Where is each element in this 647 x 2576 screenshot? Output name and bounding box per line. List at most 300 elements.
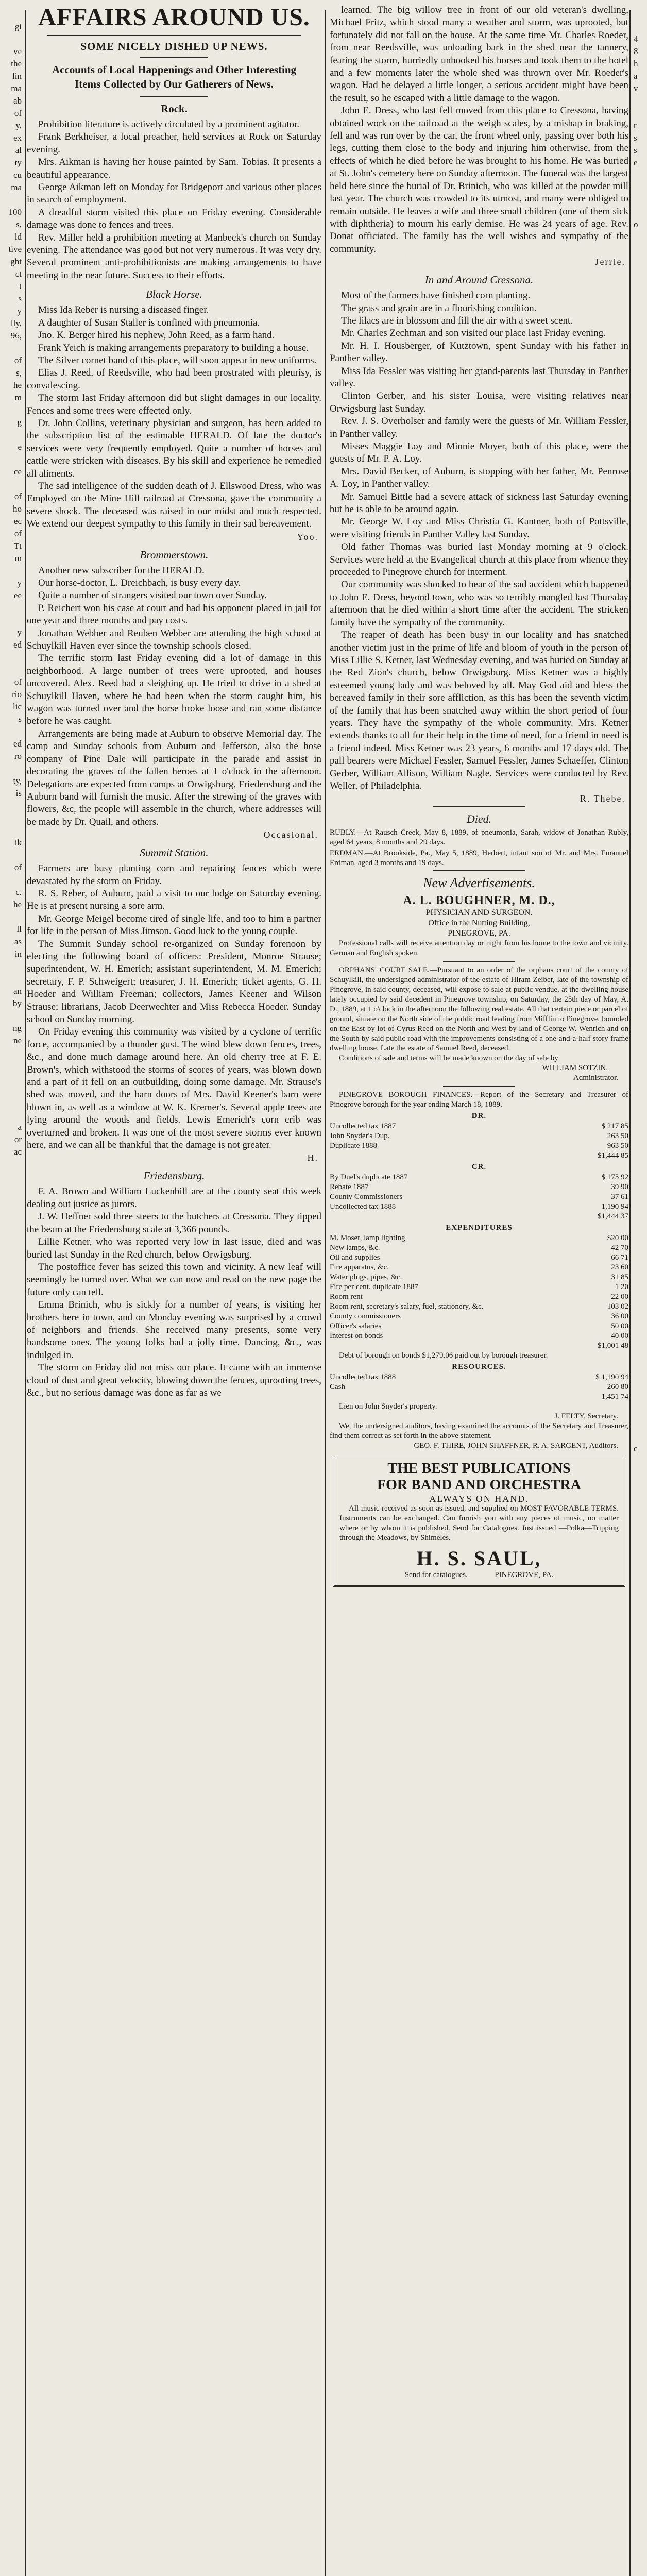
strip-fragment	[0, 614, 24, 626]
ledger-item: Room rent, secretary's salary, fuel, stationery, &c.	[330, 1302, 484, 1311]
ledger-credit-rows	[330, 1173, 628, 1222]
ledger-row	[330, 1122, 628, 1131]
strip-fragment: s	[18, 714, 22, 724]
ledger-row	[330, 1212, 628, 1222]
strip-fragment: ik	[14, 838, 22, 848]
strip-fragment	[0, 973, 24, 985]
strip-fragment: e	[634, 158, 638, 167]
ledger-item: M. Moser, lamp lighting	[330, 1234, 405, 1243]
strip-fragment	[632, 997, 647, 1010]
ad-physician-town: PINEGROVE, PA.	[448, 929, 510, 938]
ledger-amount: 36 00	[611, 1312, 628, 1321]
ledger-amount: $ 175 92	[601, 1173, 628, 1182]
strip-fragment	[632, 824, 647, 837]
section-body-summit-station	[27, 862, 321, 1151]
ledger-row	[330, 1392, 628, 1402]
strip-fragment: he	[13, 380, 22, 390]
ledger-item: Uncollected tax 1888	[330, 1202, 396, 1211]
ledger-amount: $ 217 85	[601, 1122, 628, 1131]
strip-fragment: of	[14, 677, 22, 687]
masthead-title: AFFAIRS AROUND US.	[38, 4, 310, 31]
strip-fragment: ty,	[13, 776, 22, 786]
strip-fragment: lic	[13, 702, 22, 711]
paragraph: On Friday evening this community was visited by a cyclone of terrific force, accompanied by a thunder gust. The wind blew down fences, trees, &c., and done much damage around here. An old cherry tree at F. E. Brown's, which withstood the storms of scores of years, was blown down and a part of it fell on an outbuilding, doing some damage. Mr. Strause's shed was moved, and the barn doors of Mrs. David Keener's barn were blown in, as well as a window at W. K. Kremer's. Several apple trees are lying around the woods and fields. Lewis Emerich's corn crib was overturned and broken. It was one of the most severe storms ever known here, and we can all be thankful that the damage is not greater.	[27, 1026, 321, 1151]
strip-fragment	[632, 540, 647, 552]
strip-fragment: ld	[14, 232, 22, 242]
strip-fragment	[0, 1084, 24, 1096]
strip-fragment: a	[18, 1122, 22, 1132]
paragraph: The reaper of death has been busy in our locality and has snatched another victim just in the prime of life and bloom of youth in the person of Miss Lillie S. Ketner, last Wednesday evening, and was buried on Sunday at the Red Zion's church, below Orwigsburg. Miss Ketner was a highly esteemed young lady and was beloved by all. May God aid and bless the bereaved family in their sore affliction, as this has been the seventh victim of the family that has been snatched away within the short period of four years. They have the sympathy of the whole community. Mrs. Ketner extends thanks to all for their help in the time of need, for a friend in need is a friend indeed. Miss Ketner was 23 years, 6 months and 17 days old. The pall bearers were Michael Fessler, Samuel Fessler, James Schaeffer, Clinton Gerber, William Allison, William Nagle. Services were conducted by Rev. Weller, of Philadelphia.	[330, 630, 628, 791]
strip-fragment	[0, 1183, 24, 1195]
ledger-amount: 37 61	[611, 1193, 628, 1201]
ad-publications-footer: Send for catalogues. PINEGROVE, PA.	[404, 1571, 554, 1580]
ledger-amount: 1 20	[615, 1283, 628, 1292]
strip-fragment	[632, 899, 647, 911]
strip-fragment	[632, 651, 647, 664]
strip-fragment: e	[18, 442, 22, 452]
strip-fragment: Tt	[13, 541, 22, 551]
strip-fragment	[632, 614, 647, 626]
strip-fragment: ec	[13, 516, 22, 526]
ledger-heading: RESOURCES.	[452, 1363, 506, 1371]
strip-fragment	[632, 107, 647, 120]
ledger-item: Fire apparatus, &c.	[330, 1263, 389, 1272]
paragraph: Frank Yeich is making arrangements preparatory to building a house.	[38, 342, 309, 353]
strip-fragment	[632, 317, 647, 330]
divider	[433, 870, 525, 871]
strip-fragment	[0, 664, 24, 676]
strip-fragment: by	[13, 998, 22, 1008]
strip-fragment	[632, 256, 647, 268]
strip-fragment: tive	[8, 244, 22, 254]
strip-fragment	[632, 404, 647, 416]
strip-fragment: y	[17, 578, 22, 588]
strip-fragment: ed	[13, 640, 22, 650]
strip-fragment: lin	[12, 71, 22, 81]
ledger-item: Fire per cent. duplicate 1887	[330, 1283, 419, 1292]
strip-fragment	[632, 1195, 647, 1208]
strip-fragment	[632, 181, 647, 194]
strip-fragment	[632, 936, 647, 948]
paragraph: Our community was shocked to hear of the sad accident which happened to John E. Dress, beyond town, who was so terribly mangled last Thursday afternoon that he died within a short time after the accident. The stricken family have the sympathy of the community.	[330, 579, 628, 628]
strip-fragment	[632, 1344, 647, 1356]
strip-fragment	[0, 478, 24, 490]
strip-fragment	[632, 95, 647, 107]
strip-fragment	[0, 453, 24, 466]
ledger-row	[330, 1151, 628, 1161]
ad-publications-line3: ALWAYS ON HAND.	[429, 1494, 529, 1504]
ledger-expenditure-rows	[330, 1233, 628, 1351]
strip-fragment: ac	[13, 1147, 22, 1157]
strip-fragment	[632, 1319, 647, 1331]
paragraph: Farmers are busy planting corn and repairing fences which were devastated by the storm on Friday.	[27, 863, 321, 887]
strip-fragment	[632, 725, 647, 738]
strip-fragment	[632, 1331, 647, 1344]
strip-fragment	[632, 1418, 647, 1430]
paragraph: learned. The big willow tree in front of our old veteran's dwelling, Michael Fritz, which stood many a weather and storm, was uprooted, but fortunately did not fall on the house. At the same time Mr. Charles Roeder, from near Reedsville, was unloading bark in the shed near the tannery, fearing the storm, hurriedly unhooked his horses and took them to the hotel and a few moments later the whole shed was thrown over Mr. Roeder's wagon. Had he delayed a little longer, a serious accident might have been the result, so he escaped with a little damage to the wagon.	[330, 5, 628, 104]
paragraph: Rev. Miller held a prohibition meeting at Manbeck's church on Sunday evening. The attendance was good but not very numerous. It was very dry. Several prominent anti-prohibitionists are making arrangements to have meeting in the near future. Success to their efforts.	[27, 232, 321, 281]
column-two	[330, 0, 628, 1587]
paragraph: The postoffice fever has seized this town and vicinity. A new leaf will seemingly be turned over. What we can now and read on the new page the future only can tell.	[27, 1261, 321, 1298]
strip-fragment: ct	[15, 269, 22, 279]
strip-fragment	[0, 1072, 24, 1084]
strip-fragment	[632, 1467, 647, 1480]
ledger-row	[330, 1253, 628, 1263]
paragraph: The Silver cornet band of this place, will soon appear in new uniforms.	[38, 354, 317, 366]
correspondent-signature: Jerrie.	[595, 257, 625, 267]
strip-fragment	[632, 441, 647, 453]
paragraph: Mr. George W. Loy and Miss Christia G. Kantner, both of Pottsville, were visiting friends in Panther Valley last Sunday.	[330, 516, 628, 540]
strip-fragment	[632, 1183, 647, 1195]
strip-fragment	[632, 1171, 647, 1183]
strip-fragment	[632, 837, 647, 849]
strip-fragment	[632, 1368, 647, 1381]
strip-fragment	[632, 367, 647, 379]
strip-fragment	[632, 1294, 647, 1307]
strip-fragment	[632, 577, 647, 589]
strip-fragment	[632, 874, 647, 886]
strip-fragment: 100	[8, 207, 22, 217]
paragraph: Jonathan Webber and Reuben Webber are attending the high school at Schuylkill Haven ever since the township schools closed.	[27, 628, 321, 652]
ledger-amount: $ 1,190 94	[595, 1373, 628, 1382]
paragraph: The Summit Sunday school re-organized on Sunday forenoon by electing the following board of officers: President, Monroe Strause; superintendent, W. H. Emerich; assistant superintendent, M. M. Emerich; secretary, F. P. Schweigert; treasurer, J. H. Emerich; ticket agents, G. H. Hoeder and William Freeman; collectors, James Keener and Wilson Strause; librarians, Jacob Deerwechter and Miss Rebecca Hoeder. Sunday school on Sunday morning.	[27, 938, 321, 1025]
paragraph: Frank Berkheiser, a local preacher, held services at Rock on Saturday evening.	[27, 131, 321, 155]
paragraph: Elias J. Reed, of Reedsville, who had been prostrated with pleurisy, is convalescing.	[27, 367, 321, 391]
strip-fragment	[632, 1109, 647, 1121]
strip-fragment	[0, 651, 24, 664]
ledger-heading: EXPENDITURES	[446, 1224, 513, 1232]
borough-title: PINEGROVE BOROUGH FINANCES.—Report of the Secretary and Treasurer of Pinegrove borough for the year ending March 18, 1889.	[330, 1091, 628, 1109]
strip-fragment	[632, 800, 647, 812]
ledger-item: Duplicate 1888	[330, 1142, 378, 1150]
column-rule-left	[25, 10, 26, 2576]
ledger-row	[330, 1202, 628, 1212]
strip-fragment	[632, 849, 647, 861]
strip-fragment: gi	[14, 22, 22, 31]
ad-publications-line1: THE BEST PUBLICATIONS	[387, 1461, 571, 1477]
orphans-court-signer-title: Administrator.	[573, 1074, 618, 1082]
strip-fragment: ty	[14, 158, 22, 167]
section-heading-friedensburg: Friedensburg.	[143, 1170, 205, 1182]
section-body-friedensburg	[27, 1185, 321, 1399]
strip-fragment	[0, 194, 24, 206]
ledger-item: New lamps, &c.	[330, 1244, 380, 1252]
strip-fragment: h	[634, 59, 638, 69]
section-heading-brommerstown: Brommerstown.	[140, 548, 209, 561]
ledger-amount: 39 90	[611, 1183, 628, 1192]
strip-fragment: 96,	[10, 331, 22, 341]
ledger-row	[330, 1263, 628, 1273]
paragraph: Mr. Samuel Bittle had a severe attack of sickness last Saturday evening but he is able to be around again.	[330, 491, 628, 515]
strip-fragment	[632, 762, 647, 775]
ledger-row	[330, 1321, 628, 1331]
strip-fragment	[632, 21, 647, 33]
strip-fragment: or	[14, 1134, 22, 1144]
strip-fragment	[632, 1158, 647, 1171]
strip-fragment	[0, 824, 24, 837]
section-heading-died: Died.	[466, 812, 492, 826]
paragraph: Prohibition literature is actively circulated by a prominent agitator.	[38, 119, 300, 130]
paragraph: Old father Thomas was buried last Monday morning at 9 o'clock. Services were held at the Evangelical church at this place from whence they proceeded to Pinegrove church for interment.	[330, 541, 628, 578]
strip-fragment	[0, 33, 24, 45]
strip-fragment: c.	[15, 887, 22, 897]
column-rule-center	[325, 10, 326, 2576]
ledger-amount: 260 80	[607, 1383, 628, 1392]
ledger-row	[330, 1372, 628, 1382]
strip-fragment: al	[15, 145, 22, 155]
paragraph: John E. Dress, who last fell moved from this place to Cressona, having obtained work on the railroad at the weigh scales, by a mishap in braking, fell and was run over by the car, the front wheel only, passing over both his legs, cutting them close to the body and injuring him otherwise, from the effects of which he died before he was brought to his home. He was buried at St. John's cemetery here on Sunday afternoon. The funeral was the largest held here since the burial of Dr. Brinich, who was killed at the powder mill last year. The church was crowded to its utmost, and many were obliged to remain outside. He leaves a wife and three small children (one of them sick with diphtheria) to mourn his early demise. He was 24 years of age. Rev. Donat officiated. The family has the well wishes and sympathy of the community.	[330, 105, 628, 255]
strip-fragment: cu	[13, 170, 22, 180]
ledger-row	[330, 1341, 628, 1351]
strip-fragment	[632, 1405, 647, 1418]
ledger-amount: 963 50	[607, 1142, 628, 1150]
ad-physician	[330, 894, 628, 958]
ledger-item: Rebate 1887	[330, 1183, 369, 1192]
ledger-amount: 66 71	[611, 1253, 628, 1262]
paragraph: Emma Brinich, who is sickly for a number of years, is visiting her brothers here in town, and on Monday evening was surprised by a crowd of neighbors and friends. She received many presents, some very handsome ones. The young folks had a jolly time. Dancing, &c., was indulged in.	[27, 1299, 321, 1361]
paragraph: Mrs. Aikman is having her house painted by Sam. Tobias. It presents a beautiful appearance.	[27, 157, 321, 180]
strip-fragment	[632, 750, 647, 762]
divider	[140, 57, 208, 58]
strip-fragment	[632, 305, 647, 317]
strip-fragment	[632, 626, 647, 639]
strip-fragment: ed	[13, 739, 22, 749]
strip-fragment	[0, 1010, 24, 1022]
section-heading-rock: Rock.	[161, 103, 188, 115]
paragraph: Miss Ida Reber is nursing a diseased finger.	[38, 304, 209, 316]
strip-fragment	[632, 1455, 647, 1467]
strip-fragment	[632, 1220, 647, 1232]
strip-fragment	[0, 404, 24, 416]
strip-fragment	[632, 923, 647, 936]
correspondent-signature: H.	[307, 1153, 318, 1163]
strip-fragment	[632, 589, 647, 602]
ledger-amount: 1,190 94	[601, 1202, 628, 1211]
ad-borough-finances	[330, 1090, 628, 1451]
paragraph: Mr. George Meigel become tired of single life, and too to him a partner for life in the person of Miss Jimson. Good luck to the young couple.	[27, 913, 321, 937]
ledger-amount: 23 60	[611, 1263, 628, 1272]
strip-fragment	[632, 206, 647, 218]
strip-fragment	[632, 515, 647, 528]
ledger-item: Cash	[330, 1383, 345, 1392]
strip-fragment	[632, 1059, 647, 1072]
ledger-item: By Duel's duplicate 1887	[330, 1173, 408, 1182]
paragraph: The lilacs are in blossom and fill the air with a sweet scent.	[341, 315, 573, 326]
strip-fragment	[632, 602, 647, 614]
strip-fragment	[632, 379, 647, 392]
strip-fragment	[0, 1195, 24, 1208]
left-column-cutoff-strip	[0, 21, 24, 2576]
section-heading-black-horse: Black Horse.	[146, 288, 202, 301]
strip-fragment	[632, 948, 647, 960]
strip-fragment: ve	[13, 46, 22, 56]
strip-fragment: he	[13, 900, 22, 909]
ledger-row	[330, 1331, 628, 1341]
strip-fragment	[0, 429, 24, 441]
divider	[443, 1086, 515, 1087]
ad-physician-body: Professional calls will receive attention day or night from his home to the town and vicinity. German and English spoken.	[330, 939, 628, 958]
ledger-heading: DR.	[471, 1112, 487, 1121]
paragraph: Jno. K. Berger hired his nephew, John Reed, as a farm hand.	[38, 330, 275, 341]
paragraph: Rev. J. S. Overholser and family were the guests of Mr. William Fessler, in Panther valley.	[330, 416, 628, 439]
ad-physician-title: PHYSICIAN AND SURGEON.	[425, 908, 533, 918]
ledger-item: Room rent	[330, 1293, 363, 1301]
ledger-amount: 103 02	[607, 1302, 628, 1311]
strip-fragment	[632, 416, 647, 429]
strip-fragment	[632, 1430, 647, 1443]
strip-fragment	[0, 812, 24, 824]
strip-fragment	[0, 342, 24, 354]
divider	[443, 961, 515, 962]
strip-fragment	[632, 787, 647, 800]
strip-fragment	[0, 849, 24, 861]
strip-fragment	[632, 1393, 647, 1405]
strip-fragment	[632, 1381, 647, 1393]
ad-physician-name: A. L. BOUGHNER, M. D.,	[403, 894, 555, 908]
strip-fragment	[632, 293, 647, 305]
strip-fragment	[632, 688, 647, 701]
strip-fragment: y	[17, 306, 22, 316]
paragraph: Most of the farmers have finished corn planting.	[341, 290, 531, 301]
ledger-item: Uncollected tax 1888	[330, 1373, 396, 1382]
paragraph: R. S. Reber, of Auburn, paid a visit to our lodge on Saturday evening. He is at present nursing a sore arm.	[27, 888, 321, 912]
strip-fragment	[632, 354, 647, 367]
strip-fragment	[632, 490, 647, 503]
ledger-row	[330, 1182, 628, 1192]
paragraph: Misses Maggie Loy and Minnie Moyer, both of this place, were the guests of Mr. P. A. Loy.	[330, 441, 628, 465]
strip-fragment	[0, 960, 24, 973]
strip-fragment	[0, 911, 24, 923]
strip-fragment: o	[634, 219, 638, 229]
column-one	[27, 0, 321, 1399]
strip-fragment	[632, 812, 647, 824]
strip-fragment: as	[14, 937, 22, 946]
strip-fragment: 8	[634, 46, 638, 56]
divider	[140, 96, 208, 97]
ledger-item: Officer's salaries	[330, 1322, 382, 1331]
strip-fragment: ab	[13, 96, 22, 106]
column-rule-right	[629, 10, 631, 2576]
ledger-item: John Snyder's Dup.	[330, 1132, 390, 1141]
strip-fragment: g	[17, 417, 22, 427]
section-body-black-horse	[27, 304, 321, 530]
strip-fragment	[632, 1010, 647, 1022]
strip-fragment	[632, 169, 647, 181]
strip-fragment	[632, 1121, 647, 1133]
strip-fragment	[632, 565, 647, 577]
divider	[433, 806, 525, 807]
ledger-row	[330, 1302, 628, 1312]
ledger-row	[330, 1243, 628, 1253]
strip-fragment: a	[634, 71, 638, 81]
orphans-court-terms: Conditions of sale and terms will be made known on the day of sale by	[339, 1054, 558, 1063]
strip-fragment: s	[18, 294, 22, 303]
strip-fragment	[632, 1257, 647, 1269]
ledger-row	[330, 1282, 628, 1292]
strip-fragment	[632, 1133, 647, 1146]
ledger-amount: 50 00	[611, 1322, 628, 1331]
ledger-amount: $20 00	[607, 1234, 628, 1243]
paragraph: Miss Ida Fessler was visiting her grand-parents last Thursday in Panther valley.	[330, 365, 628, 389]
strip-fragment	[0, 725, 24, 738]
ledger-resources-rows	[330, 1372, 628, 1402]
paragraph: J. W. Heffner sold three steers to the butchers at Cressona. They tipped the beam at the Friedensburg scale at 3,366 pounds.	[27, 1211, 321, 1235]
strip-fragment	[632, 1307, 647, 1319]
strip-fragment	[632, 453, 647, 466]
ledger-item: Uncollected tax 1887	[330, 1122, 396, 1131]
ledger-row	[330, 1233, 628, 1243]
strip-fragment	[632, 392, 647, 404]
ledger-debit-rows	[330, 1122, 628, 1161]
section-body-rock	[27, 118, 321, 282]
borough-lien: Lien on John Snyder's property.	[339, 1402, 437, 1411]
ledger-row	[330, 1382, 628, 1392]
strip-fragment	[632, 738, 647, 750]
strip-fragment: ro	[14, 751, 22, 761]
strip-fragment	[632, 701, 647, 713]
strip-fragment	[632, 342, 647, 354]
ad-physician-office: Office in the Nutting Building,	[428, 919, 530, 928]
strip-fragment	[632, 1232, 647, 1245]
paragraph: Arrangements are being made at Auburn to observe Memorial day. The camp and Sunday schools from Auburn and Jefferson, also the hose company of Pine Dale will participate in the parade and assist in decorating the graves of the fallen heroes at 1 o'clock in the afternoon. Delegations are expected from camps at Orwigsburg, Friedensburg and the Auburn band will furnish the music. After the strewing of the graves with flowers, &c, the people will assemble in the church, where addresses will be made by Dr. Quail, and others.	[27, 728, 321, 827]
paragraph: Our horse-doctor, L. Dreichbach, is busy every day.	[38, 578, 241, 588]
ledger-row	[330, 1141, 628, 1151]
ledger-amount: 1,451 74	[601, 1393, 628, 1401]
strip-fragment	[632, 1146, 647, 1158]
paragraph: Mr. Charles Zechman and son visited our place last Friday evening.	[341, 328, 606, 339]
right-column-cutoff-strip	[632, 21, 647, 2576]
ledger-row	[330, 1312, 628, 1321]
borough-audit: We, the undersigned auditors, having examined the accounts of the Secretary and Treasurer, find them correct as set forth in the above statement.	[330, 1422, 628, 1440]
ledger-item: County commissioners	[330, 1312, 401, 1321]
ledger-row	[330, 1273, 628, 1282]
strip-fragment: r	[634, 121, 637, 130]
strip-fragment	[632, 676, 647, 688]
deck-headline: SOME NICELY DISHED UP NEWS.	[80, 40, 268, 53]
paragraph: The terrific storm last Friday evening did a lot of damage in this neighborhood. A large number of trees were uprooted, and houses uncovered. Alex. Reed had a sleighing up. He tried to drive in a shed at Schuylkill Haven, where he had been when the storm caught him, his wagon was turned over and the horse broke loose and ran some distance before he was caught.	[27, 653, 321, 727]
strip-fragment	[632, 973, 647, 985]
paragraph: F. A. Brown and William Luckenbill are at the county seat this week dealing out justice as jurors.	[27, 1186, 321, 1210]
ad-publications-line2: FOR BAND AND ORCHESTRA	[377, 1477, 581, 1494]
ledger-row	[330, 1192, 628, 1202]
borough-auditors: GEO. F. THIRE, JOHN SHAFFNER, R. A. SARGENT, Auditors.	[414, 1442, 618, 1450]
strip-fragment	[632, 1096, 647, 1109]
ad-publications-body: All music received as soon as issued, and supplied on MOST FAVORABLE TERMS. Instruments can be exchanged. Can furnish you with any pieces of music, no matter where or by whom it is published. Send for Catalogues. Just issued —Polka—Tripping through the Meadows, by Shimeles.	[339, 1504, 619, 1543]
strip-fragment	[0, 602, 24, 614]
strip-fragment	[0, 1109, 24, 1121]
paragraph: Quite a number of strangers visited our town over Sunday.	[38, 590, 267, 601]
section-body-cressona	[330, 290, 628, 792]
strip-fragment: c	[634, 1444, 638, 1453]
ad-publications	[333, 1455, 625, 1587]
strip-fragment	[0, 1059, 24, 1072]
strip-fragment	[632, 886, 647, 899]
paragraph: Mr. H. I. Housberger, of Kutztown, spent Sunday with his father in Panther valley.	[330, 340, 628, 364]
strip-fragment	[632, 1208, 647, 1220]
strip-fragment	[632, 478, 647, 490]
strip-fragment	[632, 503, 647, 515]
section-body-brommerstown	[27, 565, 321, 829]
strip-fragment	[632, 1245, 647, 1257]
strip-fragment: ce	[13, 467, 22, 477]
strip-fragment	[632, 231, 647, 243]
paragraph: A dreadful storm visited this place on Friday evening. Considerable damage was done to fences and trees.	[27, 207, 321, 231]
paragraph: The storm last Friday afternoon did but slight damages in our locality. Fences and some trees were effected only.	[27, 393, 321, 416]
strip-fragment	[632, 194, 647, 206]
orphans-court-text: ORPHANS' COURT SALE.—Pursuant to an order of the orphans court of the county of Schuylkill, the undersigned administrator of the estate of Hiram Zeiber, late of the township of Pinegrove, in said county, deceased, will expose to sale at public vendue, at the dwelling house lately occupied by said decedent in Pinegrove township, on Saturday, the 25th day of May, A. D., 1889, at 1 o'clock in the afternoon the following real estate. All that certain piece or parcel of ground, situate on the North side of the public road leading from Mifflin to Pinegrove, bounded on the East by lot of Cyrus Reed on the North and West by land of George W. Wenrich and on the South by said public road with the improvements consisting of a one-and-a-half story frame dwelling house. Late the estate of Samuel Reed, deceased.	[330, 966, 628, 1053]
strip-fragment: ex	[13, 133, 22, 143]
paragraph: The sad intelligence of the sudden death of J. Ellswood Dress, who was Employed on the Mine Hill railroad at Cressona, gave the community a severe shock. The deceased was raised in our midst and much respected. We extend our deepest sympathy to this family in their sad bereavement.	[27, 480, 321, 530]
